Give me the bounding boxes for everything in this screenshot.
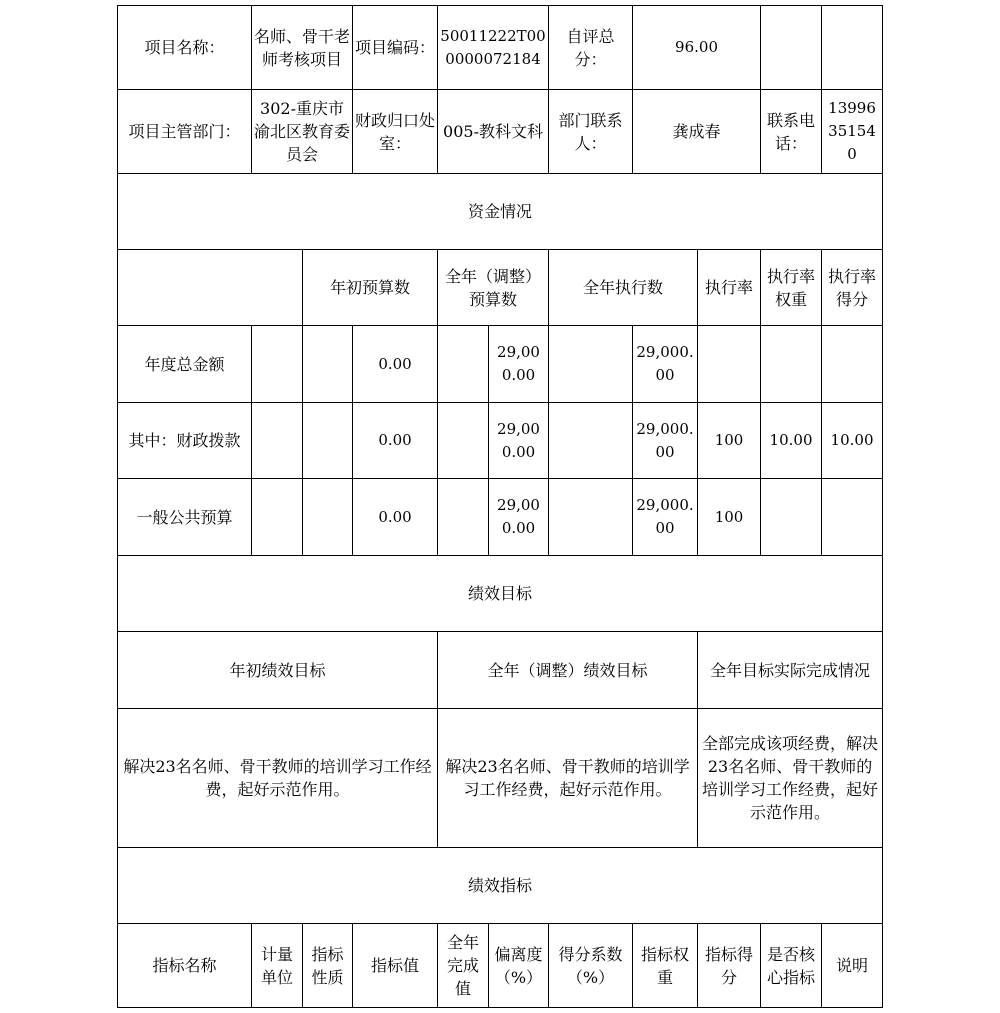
row-label: 其中：财政拨款 (118, 403, 252, 479)
goals-header-row (118, 632, 883, 709)
empty-cell (438, 403, 489, 479)
adjusted-budget-header: 全年（调整）预算数 (438, 250, 549, 326)
note-header: 说明 (822, 924, 883, 1008)
indicator-value-header: 指标值 (353, 924, 438, 1008)
core-indicator-header: 是否核心指标 (761, 924, 822, 1008)
goals-section-title: 绩效目标 (118, 556, 883, 632)
empty-cell (549, 403, 633, 479)
adjusted-goal-header: 全年（调整）绩效目标 (438, 632, 698, 709)
adjusted-budget-value: 29,000.00 (489, 326, 549, 403)
rate-score-value: 10.00 (822, 403, 883, 479)
execution-rate-value: 100 (698, 479, 761, 556)
contact-person-label: 部门联系人： (549, 90, 633, 174)
empty-cell (252, 326, 303, 403)
finance-office-value: 005-教科文科 (438, 90, 549, 174)
initial-budget-value: 0.00 (353, 326, 438, 403)
actual-completion-header: 全年目标实际完成情况 (698, 632, 883, 709)
self-score-label: 自评总分： (549, 6, 633, 90)
empty-cell (303, 403, 353, 479)
rate-weight-header: 执行率权重 (761, 250, 822, 326)
coefficient-header: 得分系数（%） (549, 924, 633, 1008)
completed-value-header: 全年完成值 (438, 924, 489, 1008)
adjusted-goal-text: 解决23名名师、骨干教师的培训学习工作经费，起好示范作用。 (438, 709, 698, 848)
empty-cell (438, 479, 489, 556)
empty-cell (549, 479, 633, 556)
phone-label: 联系电话： (761, 90, 822, 174)
empty-cell (822, 6, 883, 90)
initial-goal-text: 解决23名名师、骨干教师的培训学习工作经费，起好示范作用。 (118, 709, 438, 848)
project-name-value: 名师、骨干老师考核项目 (252, 6, 353, 90)
project-name-label: 项目名称： (118, 6, 252, 90)
rate-score-header: 执行率得分 (822, 250, 883, 326)
actual-completion-text: 全部完成该项经费，解决23名名师、骨干教师的培训学习工作经费，起好示范作用。 (698, 709, 883, 848)
phone-value: 13996351540 (822, 90, 883, 174)
initial-goal-header: 年初绩效目标 (118, 632, 438, 709)
indicators-section-title: 绩效指标 (118, 848, 883, 924)
rate-weight-value: 10.00 (761, 403, 822, 479)
executed-value: 29,000.00 (633, 479, 698, 556)
self-score-value: 96.00 (633, 6, 761, 90)
empty-cell (303, 326, 353, 403)
unit-header: 计量单位 (252, 924, 303, 1008)
initial-budget-value: 0.00 (353, 479, 438, 556)
performance-evaluation-table (117, 5, 883, 1008)
execution-rate-header: 执行率 (698, 250, 761, 326)
rate-weight-value (761, 479, 822, 556)
row-label: 年度总金额 (118, 326, 252, 403)
department-value: 302-重庆市渝北区教育委员会 (252, 90, 353, 174)
adjusted-budget-value: 29,000.00 (489, 479, 549, 556)
finance-office-label: 财政归口处室： (353, 90, 438, 174)
execution-rate-value (698, 326, 761, 403)
department-info-row (118, 90, 883, 174)
deviation-header: 偏离度（%） (489, 924, 549, 1008)
goals-content-row (118, 709, 883, 848)
empty-cell (252, 479, 303, 556)
adjusted-budget-value: 29,000.00 (489, 403, 549, 479)
empty-cell (549, 326, 633, 403)
executed-value: 29,000.00 (633, 326, 698, 403)
initial-budget-value: 0.00 (353, 403, 438, 479)
initial-budget-header: 年初预算数 (303, 250, 438, 326)
empty-cell (303, 479, 353, 556)
empty-cell (761, 6, 822, 90)
executed-value: 29,000.00 (633, 403, 698, 479)
indicator-score-header: 指标得分 (698, 924, 761, 1008)
executed-header: 全年执行数 (549, 250, 698, 326)
rate-score-value (822, 479, 883, 556)
nature-header: 指标性质 (303, 924, 353, 1008)
funds-row-fiscal (118, 403, 883, 479)
indicators-header-row (118, 924, 883, 1008)
empty-cell (118, 250, 303, 326)
rate-weight-value (761, 326, 822, 403)
rate-score-value (822, 326, 883, 403)
row-label: 一般公共预算 (118, 479, 252, 556)
project-info-row (118, 6, 883, 90)
project-code-label: 项目编码： (353, 6, 438, 90)
indicator-weight-header: 指标权重 (633, 924, 698, 1008)
funds-section-title: 资金情况 (118, 174, 883, 250)
empty-cell (252, 403, 303, 479)
indicator-name-header: 指标名称 (118, 924, 252, 1008)
execution-rate-value: 100 (698, 403, 761, 479)
funds-row-total (118, 326, 883, 403)
project-code-value: 50011222T000000072184 (438, 6, 549, 90)
empty-cell (438, 326, 489, 403)
funds-row-general (118, 479, 883, 556)
funds-header-row (118, 250, 883, 326)
department-label: 项目主管部门： (118, 90, 252, 174)
contact-person-value: 龚成春 (633, 90, 761, 174)
